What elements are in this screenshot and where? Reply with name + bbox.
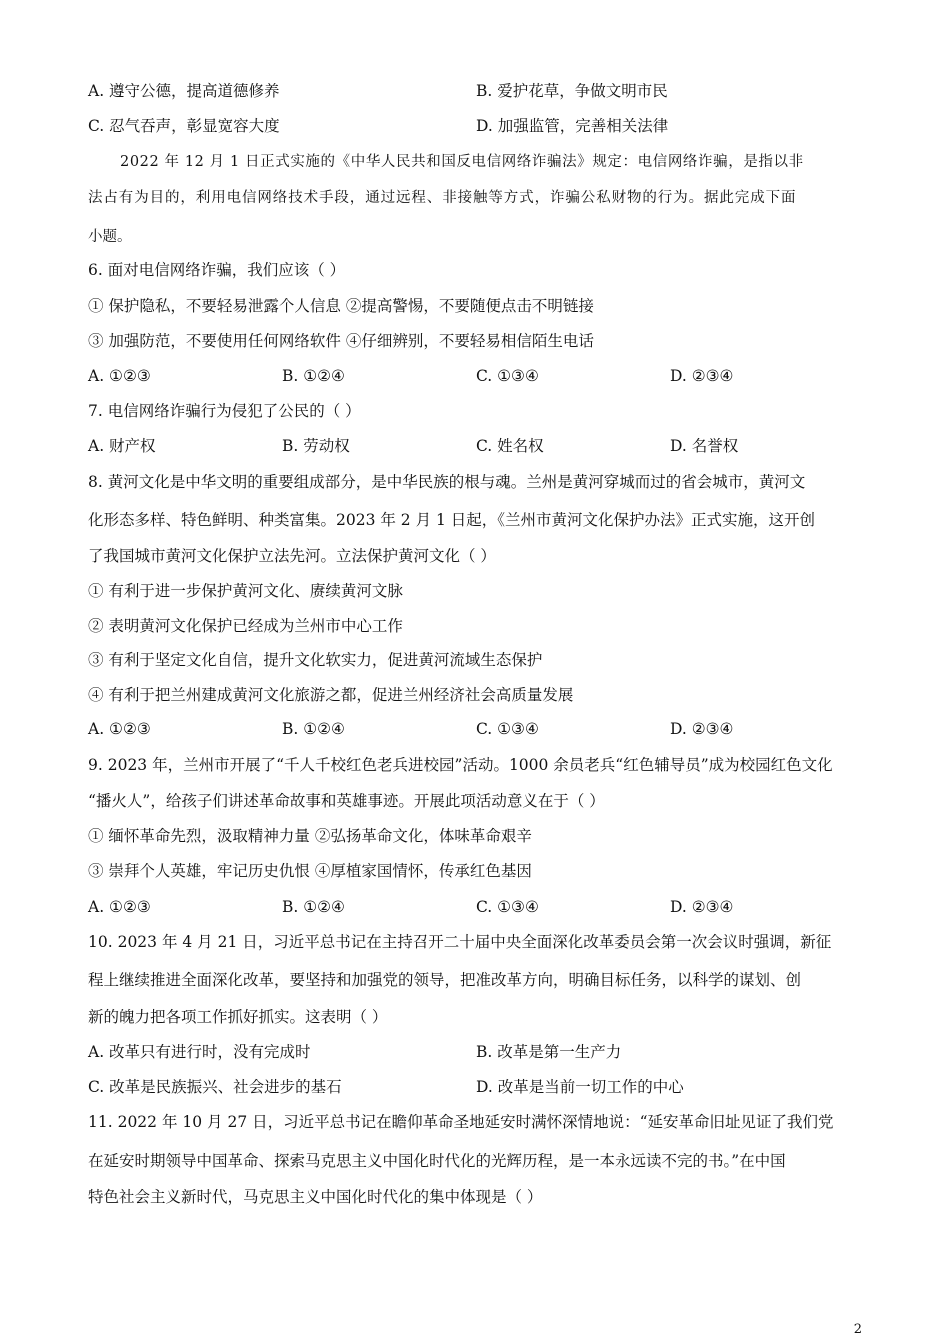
q10-stem-line: 程上继续推进全面深化改革，要坚持和加强党的领导，把准改革方向，明确目标任务，以科学的谋划、创 (88, 971, 802, 989)
q10-option-b: B. 改革是第一生产力 (476, 1043, 622, 1061)
q6-option-d: D. ②③④ (670, 367, 734, 385)
q6-option-a: A. ①②③ (88, 367, 151, 385)
q8-option-b: B. ①②④ (282, 720, 345, 738)
q9-item: ③ 崇拜个人英雄，牢记历史仇恨 ④厚植家国情怀，传承红色基因 (88, 862, 532, 880)
q10-stem-line: 10. 2023 年 4 月 21 日，习近平总书记在主持召开二十届中央全面深化改革委员会第一次会议时强调，新征 (88, 933, 832, 951)
q8-option-a: A. ①②③ (88, 720, 151, 738)
q10-stem-line: 新的魄力把各项工作抓好抓实。这表明（ ） (88, 1008, 388, 1026)
page-number: 2 (853, 1322, 862, 1337)
passage-line: 2022 年 12 月 1 日正式实施的《中华人民共和国反电信网络诈骗法》规定：电信网络诈骗，是指以非 (120, 154, 804, 170)
q7-option-b: B. 劳动权 (282, 437, 350, 455)
q6-item: ③ 加强防范，不要使用任何网络软件 ④仔细辨别，不要轻易相信陌生电话 (88, 332, 594, 350)
q8-option-c: C. ①③④ (476, 720, 539, 738)
q10-option-c: C. 改革是民族振兴、社会进步的基石 (88, 1078, 342, 1096)
q8-stem-line: 8. 黄河文化是中华文明的重要组成部分，是中华民族的根与魂。兰州是黄河穿城而过的省会城市，黄河文 (88, 473, 806, 491)
q7-stem: 7. 电信网络诈骗行为侵犯了公民的（ ） (88, 402, 361, 420)
q9-option-a: A. ①②③ (88, 898, 151, 916)
q9-stem-line: “播火人”，给孩子们讲述革命故事和英雄事迹。开展此项活动意义在于（ ） (88, 792, 605, 810)
q7-option-a: A. 财产权 (88, 437, 156, 455)
q7-option-d: D. 名誉权 (670, 437, 739, 455)
q5-option-c: C. 忍气吞声，彰显宽容大度 (88, 117, 280, 135)
q5-option-d: D. 加强监管，完善相关法律 (476, 117, 669, 135)
q8-item: ② 表明黄河文化保护已经成为兰州市中心工作 (88, 617, 403, 635)
q6-option-c: C. ①③④ (476, 367, 539, 385)
q6-option-b: B. ①②④ (282, 367, 345, 385)
q8-item: ③ 有利于坚定文化自信，提升文化软实力，促进黄河流域生态保护 (88, 651, 543, 669)
q9-option-d: D. ②③④ (670, 898, 734, 916)
q11-stem-line: 特色社会主义新时代，马克思主义中国化时代化的集中体现是（ ） (88, 1188, 543, 1206)
q6-stem: 6. 面对电信网络诈骗，我们应该（ ） (88, 261, 346, 279)
q9-item: ① 缅怀革命先烈，汲取精神力量 ②弘扬革命文化，体味革命艰辛 (88, 827, 532, 845)
q8-stem-line: 化形态多样、特色鲜明、种类富集。2023 年 2 月 1 日起，《兰州市黄河文化保护办法》正式实施，这开创 (88, 511, 816, 529)
q7-option-c: C. 姓名权 (476, 437, 544, 455)
q10-option-a: A. 改革只有进行时，没有完成时 (88, 1043, 311, 1061)
passage-line: 法占有为目的，利用电信网络技术手段，通过远程、非接触等方式，诈骗公私财物的行为。据此完成下面 (88, 190, 797, 206)
q5-option-b: B. 爱护花草，争做文明市民 (476, 82, 668, 100)
passage-line: 小题。 (88, 229, 132, 245)
q9-option-c: C. ①③④ (476, 898, 539, 916)
q8-option-d: D. ②③④ (670, 720, 734, 738)
q11-stem-line: 11. 2022 年 10 月 27 日，习近平总书记在瞻仰革命圣地延安时满怀深情地说：“延安革命旧址见证了我们党 (88, 1113, 834, 1131)
q10-option-d: D. 改革是当前一切工作的中心 (476, 1078, 684, 1096)
q8-item: ① 有利于进一步保护黄河文化、赓续黄河文脉 (88, 582, 403, 600)
q6-item: ① 保护隐私，不要轻易泄露个人信息 ②提高警惕，不要随便点击不明链接 (88, 297, 594, 315)
q9-stem-line: 9. 2023 年，兰州市开展了“千人千校红色老兵进校园”活动。1000 余员老兵“红色辅导员”成为校园红色文化 (88, 756, 833, 774)
q5-option-a: A. 遵守公德，提高道德修养 (88, 82, 280, 100)
q9-option-b: B. ①②④ (282, 898, 345, 916)
q8-item: ④ 有利于把兰州建成黄河文化旅游之都，促进兰州经济社会高质量发展 (88, 686, 574, 704)
q11-stem-line: 在延安时期领导中国革命、探索马克思主义中国化时代化的光辉历程，是一本永远读不完的书。”在中国 (88, 1152, 786, 1170)
q8-stem-line: 了我国城市黄河文化保护立法先河。立法保护黄河文化（ ） (88, 547, 496, 565)
